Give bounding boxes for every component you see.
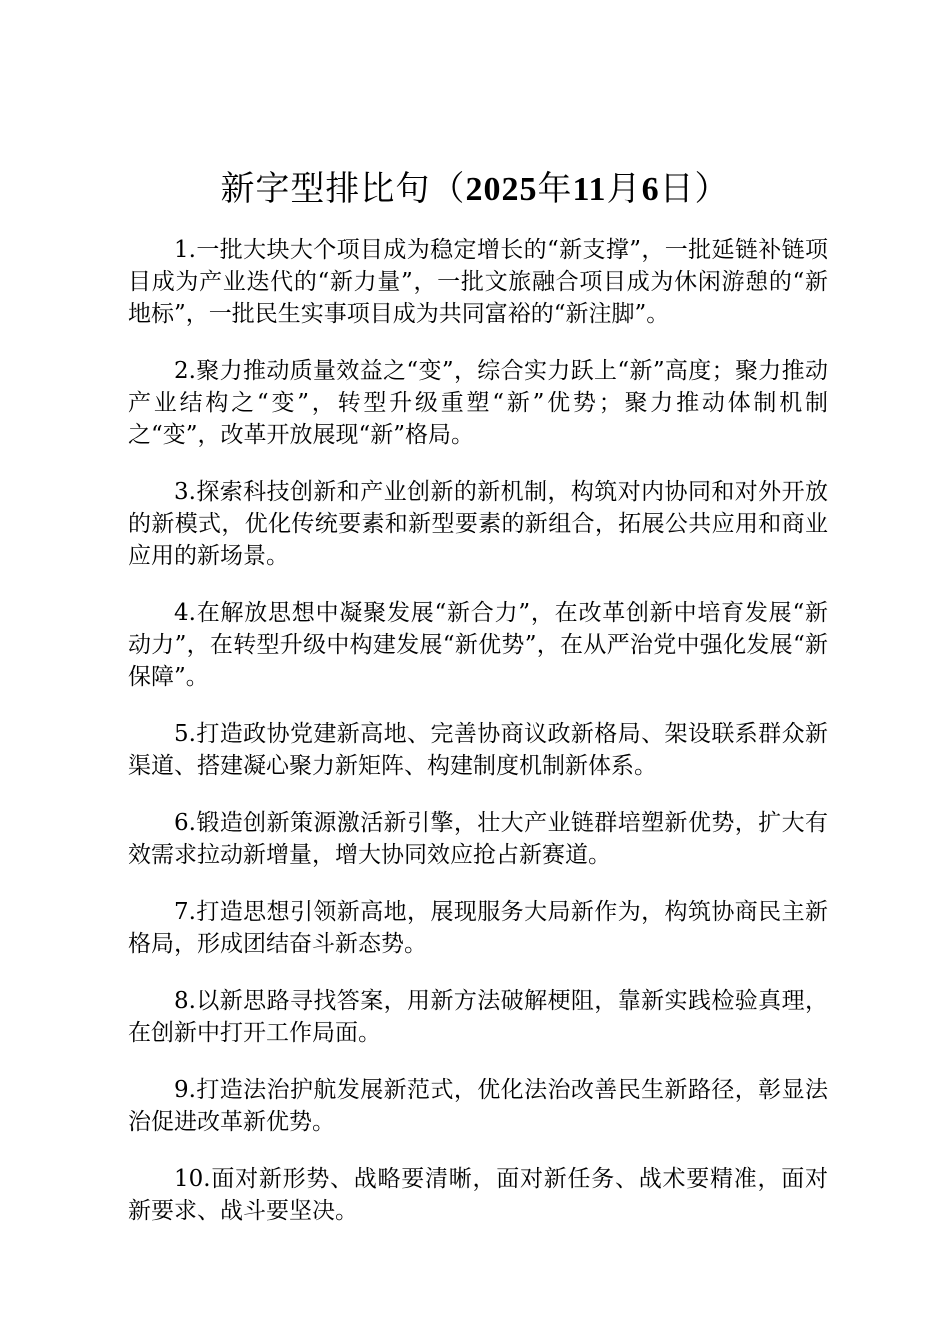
title-month-unit: 月 <box>606 169 642 209</box>
paragraph-5: 5.打造政协党建新高地、完善协商议政新格局、架设联系群众新渠道、搭建凝心聚力新矩阵、构建制度机制新体系。 <box>128 721 828 779</box>
paragraph-9: 9.打造法治护航发展新范式，优化法治改善民生新路径，彰显法治促进改革新优势。 <box>128 1077 828 1135</box>
title-suffix: 日） <box>659 169 730 209</box>
title-year: 2025 <box>465 171 538 208</box>
paragraph-10: 10.面对新形势、战略要清晰，面对新任务、战术要精准，面对新要求、战斗要坚决。 <box>128 1166 828 1224</box>
paragraph-6: 6.锻造创新策源激活新引擎，壮大产业链群培塑新优势，扩大有效需求拉动新增量，增大协同效应抢占新赛道。 <box>128 810 828 868</box>
title-day: 6 <box>641 171 660 208</box>
paragraph-8: 8.以新思路寻找答案，用新方法破解梗阻，靠新实践检验真理，在创新中打开工作局面。 <box>128 988 828 1046</box>
title-year-unit: 年 <box>537 169 573 209</box>
title-month: 11 <box>572 171 607 208</box>
document-title <box>0 166 950 213</box>
paragraph-4: 4.在解放思想中凝聚发展“新合力”，在改革创新中培育发展“新动力”，在转型升级中构建发展“新优势”，在从严治党中强化发展“新保障”。 <box>128 600 828 690</box>
paragraph-2: 2.聚力推动质量效益之“变”，综合实力跃上“新”高度；聚力推动产业结构之“变”，转型升级重塑“新”优势；聚力推动体制机制之“变”，改革开放展现“新”格局。 <box>128 358 828 448</box>
title-prefix: 新字型排比句（ <box>220 169 466 209</box>
paragraph-3: 3.探索科技创新和产业创新的新机制，构筑对内协同和对外开放的新模式，优化传统要素和新型要素的新组合，拓展公共应用和商业应用的新场景。 <box>128 479 828 569</box>
document-body <box>128 234 828 1252</box>
paragraph-7: 7.打造思想引领新高地，展现服务大局新作为，构筑协商民主新格局，形成团结奋斗新态势。 <box>128 899 828 957</box>
paragraph-1: 1.一批大块大个项目成为稳定增长的“新支撑”，一批延链补链项目成为产业迭代的“新力量”，一批文旅融合项目成为休闲游憩的“新地标”，一批民生实事项目成为共同富裕的“新注脚”。 <box>128 237 828 327</box>
